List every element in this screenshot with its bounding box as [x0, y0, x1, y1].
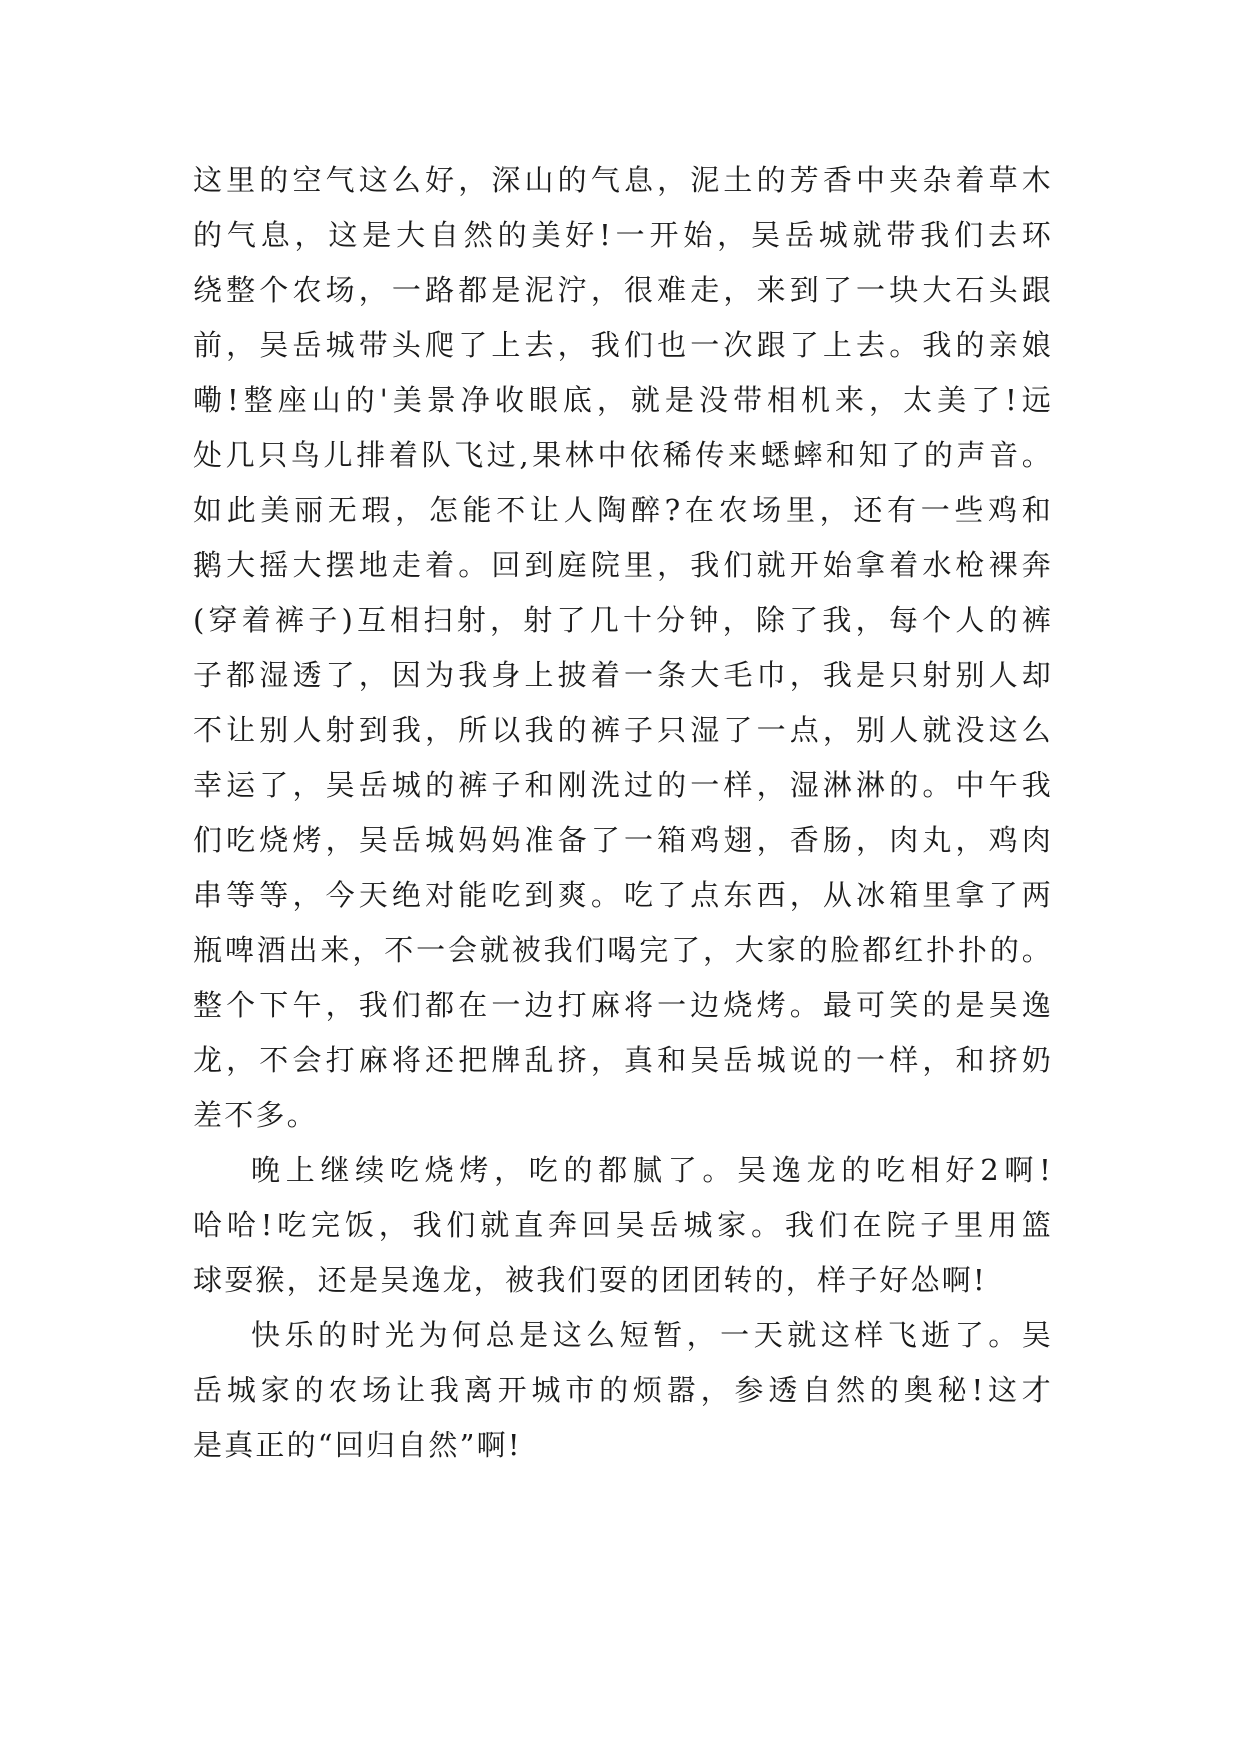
text-line: 整个下午，我们都在一边打麻将一边烧烤。最可笑的是吴逸	[193, 988, 1053, 1022]
text-line: 哈哈!吃完饭，我们就直奔回吴岳城家。我们在院子里用篮	[193, 1208, 1053, 1242]
text-line: 岳城家的农场让我离开城市的烦嚣，参透自然的奥秘!这才	[193, 1373, 1053, 1407]
text-line: 快乐的时光为何总是这么短暂，一天就这样飞逝了。吴	[251, 1318, 1053, 1352]
text-line: 嘞!整座山的'美景净收眼底，就是没带相机来，太美了!远	[193, 383, 1053, 417]
text-line: 球耍猴，还是吴逸龙，被我们耍的团团转的，样子好怂啊!	[193, 1263, 987, 1297]
text-line: 幸运了，吴岳城的裤子和刚洗过的一样，湿淋淋的。中午我	[193, 768, 1053, 802]
text-line: 们吃烧烤，吴岳城妈妈准备了一箱鸡翅，香肠，肉丸，鸡肉	[193, 823, 1053, 857]
text-line: 瓶啤酒出来，不一会就被我们喝完了，大家的脸都红扑扑的。	[193, 933, 1053, 967]
text-line: 的气息，这是大自然的美好!一开始，吴岳城就带我们去环	[193, 218, 1053, 252]
text-line: 前，吴岳城带头爬了上去，我们也一次跟了上去。我的亲娘	[193, 328, 1053, 362]
text-line: 串等等，今天绝对能吃到爽。吃了点东西，从冰箱里拿了两	[193, 878, 1053, 912]
text-line: 是真正的“回归自然”啊!	[193, 1428, 522, 1462]
text-line: 不让别人射到我，所以我的裤子只湿了一点，别人就没这么	[193, 713, 1053, 747]
text-line: 龙，不会打麻将还把牌乱挤，真和吴岳城说的一样，和挤奶	[193, 1043, 1053, 1077]
text-line: 晚上继续吃烧烤，吃的都腻了。吴逸龙的吃相好2啊!	[251, 1153, 1053, 1187]
text-line: 绕整个农场，一路都是泥泞，很难走，来到了一块大石头跟	[193, 273, 1053, 307]
text-line: 差不多。	[193, 1098, 318, 1132]
text-line: 子都湿透了，因为我身上披着一条大毛巾，我是只射别人却	[193, 658, 1053, 692]
text-line: 这里的空气这么好，深山的气息，泥土的芳香中夹杂着草木	[193, 163, 1053, 197]
text-line: 鹅大摇大摆地走着。回到庭院里，我们就开始拿着水枪裸奔	[193, 548, 1053, 582]
text-line: 处几只鸟儿排着队飞过,果林中依稀传来蟋蟀和知了的声音。	[193, 438, 1053, 472]
text-line: 如此美丽无瑕，怎能不让人陶醉?在农场里，还有一些鸡和	[193, 493, 1053, 527]
text-line: (穿着裤子)互相扫射，射了几十分钟，除了我，每个人的裤	[193, 603, 1053, 637]
